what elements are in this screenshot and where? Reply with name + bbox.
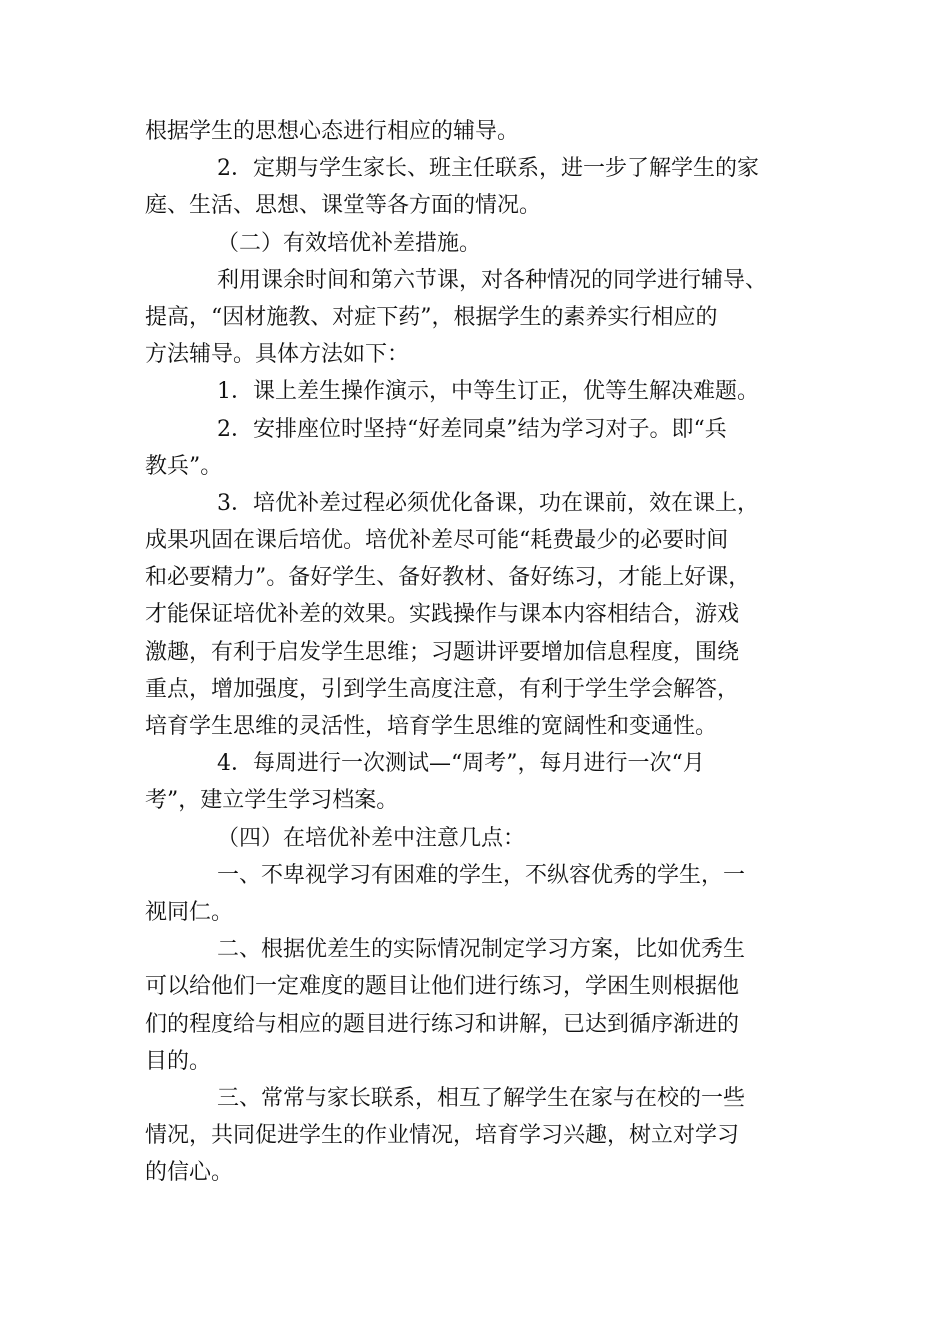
text-line: 情况，共同促进学生的作业情况，培育学习兴趣，树立对学习: [145, 1123, 740, 1149]
text-line: 二、根据优差生的实际情况制定学习方案，比如优秀生: [217, 937, 746, 963]
text-line: 的信心。: [145, 1160, 234, 1186]
text-line: 成果巩固在课后培优。培优补差尽可能“耗费最少的必要时间: [145, 528, 729, 554]
document-body: [145, 113, 805, 1191]
text-line: 庭、生活、思想、课堂等各方面的情况。: [145, 193, 542, 219]
text-line: 一、不卑视学习有困难的学生，不纵容优秀的学生，一: [217, 862, 746, 888]
text-line: 1．课上差生操作演示，中等生订正，优等生解决难题。: [217, 379, 759, 405]
text-line: 考”，建立学生学习档案。: [145, 788, 399, 814]
text-line: （二）有效培优补差措施。: [217, 230, 482, 256]
text-line: （四）在培优补差中注意几点：: [217, 825, 526, 851]
text-line: 教兵”。: [145, 453, 223, 479]
text-line: 利用课余时间和第六节课，对各种情况的同学进行辅导、: [217, 267, 768, 293]
text-line: 培育学生思维的灵活性，培育学生思维的宽阔性和变通性。: [145, 714, 718, 739]
text-line: 才能保证培优补差的效果。实践操作与课本内容相结合，游戏: [145, 602, 740, 628]
text-line: 4．每周进行一次测试—“周考”，每月进行一次“月: [217, 751, 705, 777]
text-line: 提高，“因材施教、对症下药”，根据学生的素养实行相应的: [145, 304, 718, 330]
text-line: 激趣，有利于启发学生思维；习题讲评要增加信息程度，围绕: [145, 639, 740, 665]
text-line: 可以给他们一定难度的题目让他们进行练习，学困生则根据他: [145, 974, 740, 1000]
text-line: 方法辅导。具体方法如下：: [145, 342, 410, 368]
text-line: 重点，增加强度，引到学生高度注意，有利于学生学会解答，: [145, 676, 740, 702]
text-line: 和必要精力”。备好学生、备好教材、备好练习，才能上好课，: [145, 565, 751, 591]
text-line: 2．定期与学生家长、班主任联系，进一步了解学生的家: [217, 156, 759, 182]
text-line: 三、常常与家长联系，相互了解学生在家与在校的一些: [217, 1085, 746, 1111]
text-line: 目的。: [145, 1048, 212, 1074]
text-line: 们的程度给与相应的题目进行练习和讲解，已达到循序渐进的: [145, 1011, 740, 1037]
text-line: 视同仁。: [145, 899, 234, 925]
text-line: 根据学生的思想心态进行相应的辅导。: [145, 119, 520, 144]
text-line: 2．安排座位时坚持“好差同桌”结为学习对子。即“兵: [217, 416, 727, 442]
text-line: 3．培优补差过程必须优化备课，功在课前，效在课上，: [217, 490, 759, 516]
